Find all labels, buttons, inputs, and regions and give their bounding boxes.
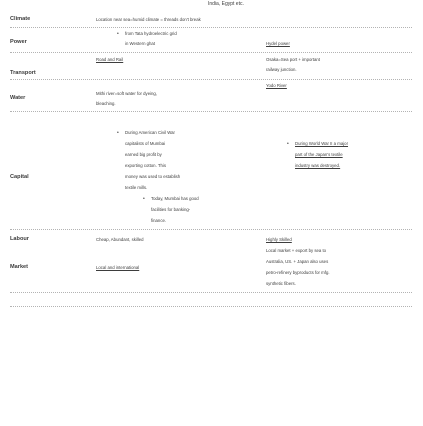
top-note: India, Egypt etc. — [208, 1, 244, 7]
power-left-line2: in Western ghat — [125, 41, 156, 46]
row-label-market: Market — [10, 264, 29, 270]
capital-b1-line5: money was used to establish — [125, 174, 181, 179]
transport-left: Road and Rail — [96, 57, 124, 62]
market-right-line4: synthetic fibers. — [266, 281, 296, 286]
row-divider — [10, 229, 412, 230]
capital-b1-line6: textile mills. — [125, 185, 148, 190]
capital-b1-line4: exporting cotton. This — [125, 163, 167, 168]
capital-right-line1: During World War II a major — [295, 141, 349, 146]
capital-b1-line2: capitalists of Mumbai — [125, 141, 166, 146]
market-left: Local and international — [96, 265, 140, 270]
row-label-labour: Labour — [10, 236, 29, 242]
market-right-line1: Local market + export by sea to — [266, 248, 327, 253]
row-label-power: Power — [10, 39, 27, 45]
row-label-capital: Capital — [10, 174, 29, 180]
row-label-transport: Transport — [10, 70, 36, 76]
bullet-icon: • — [117, 130, 119, 136]
market-right-line2: Australia, US. + Japan also uses — [266, 259, 329, 264]
row-divider — [10, 79, 412, 80]
capital-right-line3: industry was destroyed. — [295, 163, 341, 168]
row-divider — [10, 27, 412, 28]
capital-b2-line2: facilities for banking- — [151, 207, 191, 212]
row-divider — [10, 52, 412, 53]
row-divider — [10, 292, 412, 293]
bullet-icon: • — [143, 196, 145, 202]
climate-text: Location near sea=humid climate = threads don't break — [96, 17, 201, 22]
labour-right: Highly Skilled — [266, 237, 292, 242]
labour-left: Cheap, Abundant, skilled — [96, 237, 144, 242]
capital-b2-line3: finance. — [151, 218, 167, 223]
market-right-line3: petro-refinery byproducts for mfg. — [266, 270, 330, 275]
capital-b2-line1: Today, Mumbai has good — [151, 196, 199, 201]
row-divider — [10, 111, 412, 112]
row-label-climate: Climate — [10, 16, 31, 22]
bullet-icon: • — [117, 31, 119, 37]
power-right: Hydel power — [266, 41, 290, 46]
water-right: Yodo River — [266, 83, 287, 88]
transport-right-line1: Osaka=Sea port + important — [266, 57, 320, 62]
capital-b1-line3: earned big profit by — [125, 152, 162, 157]
water-left-line2: bleaching. — [96, 101, 116, 106]
row-divider — [10, 306, 412, 307]
bullet-icon: • — [287, 141, 289, 147]
capital-b1-line1: During American Civil War — [125, 130, 175, 135]
water-left-line1: Mithi river=soft water for dyeing, — [96, 91, 158, 96]
power-left-line1: from Tata hydroelectric grid — [125, 31, 177, 36]
capital-right-line2: part of the Japan's textile — [295, 152, 343, 157]
transport-right-line2: railway junction. — [266, 67, 297, 72]
row-label-water: Water — [10, 95, 26, 101]
